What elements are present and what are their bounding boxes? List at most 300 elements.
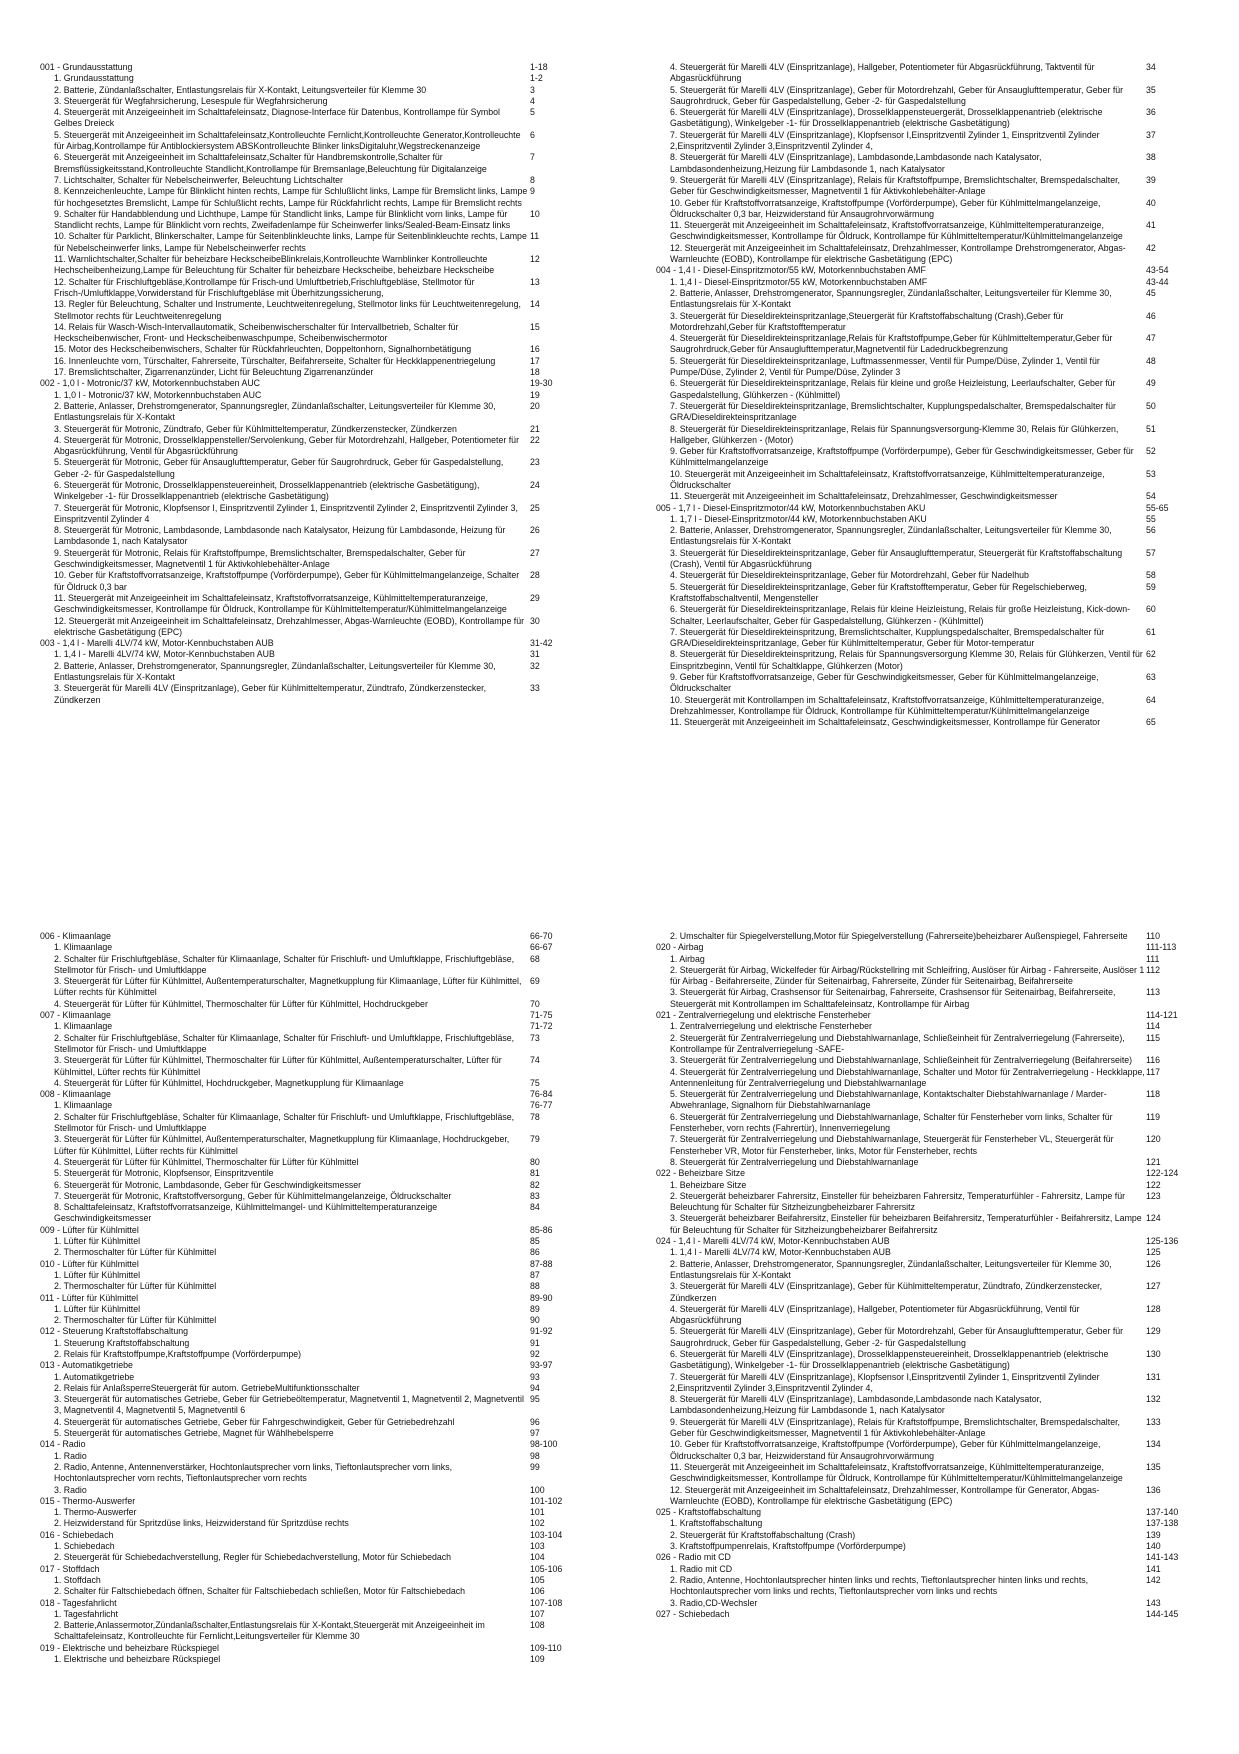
toc-item-title: 11. Steuergerät mit Anzeigeeinheit im Schalttafeleinsatz, Kraftstoffvorratsanzeige, Kühlmitteltemperaturanzeige, Geschwindigkeitsmesser, Kontrollampe für Öldruck, Kontrollampe für Kühlmitteltemperatur/Kühlmittelmangelanzeige: [54, 592, 507, 615]
toc-page-number: 4: [530, 95, 535, 106]
toc-item-title: 7. Steuergerät für Motronic, Klopfsensor I, Einspritzventil Zylinder 1, Einspritzventil Zylinder 2, Einspritzventil Zylinder 3, Einspritzventil Zylinder 4: [54, 502, 518, 524]
toc-item-title: 4. Steuergerät für Motronic, Drosselklappensteller/Servolenkung, Geber für Motordrehzahl, Hallgeber, Potentiometer für Abgasrückführung, Ventil für Abgasrückführung: [54, 434, 520, 457]
toc-item-row: [40, 209, 580, 232]
toc-page-number: 45: [1146, 287, 1156, 298]
toc-section-row: [656, 1236, 1196, 1247]
toc-item-title: 7. Steuergerät für Marelli 4LV (Einspritzanlage), Klopfsensor I,Einspritzventil Zylinder 1, Einspritzventil Zylinder 2,Einspritzventil Zylinder 3,Einspritzventil Zylinder 4,: [670, 1371, 1100, 1393]
toc-item-title: 2. Schalter für Frischluftgebläse, Schalter für Klimaanlage, Schalter für Frischluft- und Umluftklappe, Frischluftgebläse, Stellmotor für Frisch- und Umluftklappe: [54, 1111, 515, 1134]
toc-page-number: 119: [1146, 1111, 1161, 1122]
toc-item-row: [40, 954, 580, 977]
toc-item-title: 1. Schiebedach: [54, 1541, 115, 1552]
toc-item-title: 11. Steuergerät mit Anzeigeeinheit im Schalttafeleinsatz, Drehzahlmesser, Geschwindigkeitsmesser: [670, 491, 1058, 502]
toc-page-number: 30: [530, 615, 540, 626]
toc-item-title: 1. 1,4 l - Diesel-Einspritzmotor/55 kW, Motorkennbuchstaben AMF: [670, 276, 928, 287]
toc-item-row: [40, 96, 580, 107]
toc-column-page2-left: [40, 931, 580, 1731]
toc-item-row: [40, 1078, 580, 1089]
toc-page-number: 117: [1146, 1066, 1161, 1077]
toc-page-number: 128: [1146, 1303, 1161, 1314]
toc-page-number: 106: [530, 1586, 545, 1597]
toc-item-row: [40, 1180, 580, 1191]
toc-item-title: 2. Relais für Kraftstoffpumpe,Kraftstoffpumpe (Vorförderpumpe): [54, 1348, 302, 1359]
toc-section-title: 020 - Airbag: [656, 942, 704, 953]
toc-item-title: 2. Batterie, Anlasser, Drehstromgenerator, Spannungsregler, Zündanlaßschalter, Leitungsverteiler für Klemme 30, Entlastungsrelais für X-Kontakt: [670, 1258, 1112, 1280]
toc-section-row: [656, 1552, 1196, 1563]
toc-item-row: [40, 107, 580, 130]
toc-page-number: 130: [1146, 1348, 1161, 1359]
toc-page-number: 64: [1146, 694, 1156, 705]
toc-page-number: 23: [530, 457, 540, 468]
toc-item-row: [40, 1518, 580, 1529]
toc-item-row: [40, 1033, 580, 1056]
toc-item-title: 3. Steuergerät für Dieseldirekteinspritzanlage,Steuergerät für Kraftstoffabschaltung (Crash),Geber für Motordrehzahl,Geber für Kraftstofftemperatur: [670, 310, 1064, 332]
toc-item-row: [656, 1191, 1196, 1214]
toc-page-number: 55-65: [1146, 502, 1169, 513]
toc-page-number: 85-86: [530, 1224, 553, 1235]
toc-page-number: 76-77: [530, 1100, 553, 1111]
toc-page-number: 1-2: [530, 73, 543, 84]
toc-page-number: 41: [1146, 220, 1156, 231]
toc-page-number: 104: [530, 1552, 545, 1563]
toc-item-row: [40, 1270, 580, 1281]
toc-item-title: 2. Radio, Antenne, Antennenverstärker, Hochtonlautsprecher vorn links, Tieftonlautsprecher vorn links, Hochtonlautsprecher vorn rechts, Tieftonlautsprecher vorn rechts: [54, 1461, 453, 1484]
toc-item-row: [656, 1033, 1196, 1056]
toc-item-row: [40, 649, 580, 660]
toc-item-title: 2. Schalter für Faltschiebedach öffnen, Schalter für Faltschiebedach schließen, Motor für Faltschiebedach: [54, 1586, 466, 1597]
toc-item-row: [656, 333, 1196, 356]
toc-item-title: 11. Steuergerät mit Anzeigeeinheit im Schalttafeleinsatz, Geschwindigkeitsmesser, Kontrollampe für Generator: [670, 717, 1101, 728]
toc-item-row: [656, 582, 1196, 605]
toc-column-page1-right: [656, 62, 1196, 842]
toc-item-title: 2. Relais für AnlaßsperreSteuergerät für autom. GetriebeMultifunktionsschalter: [54, 1382, 360, 1393]
toc-item-title: 9. Geber für Kraftstoffvorratsanzeige, Kraftstoffpumpe (Vorförderpumpe), Geber für Geschwindigkeitsmesser, Geber für Kühlmittelmangelanzeige: [670, 446, 1134, 468]
toc-item-row: [40, 1168, 580, 1179]
toc-section-row: [40, 1439, 580, 1450]
toc-item-title: 1. Lüfter für Kühlmittel: [54, 1236, 141, 1247]
toc-item-row: [40, 570, 580, 593]
toc-item-row: [40, 1394, 580, 1417]
toc-item-row: [40, 1055, 580, 1078]
toc-page-number: 81: [530, 1168, 540, 1179]
toc-page-number: 31: [530, 649, 540, 660]
toc-item-row: [656, 965, 1196, 988]
toc-item-row: [656, 243, 1196, 266]
toc-item-row: [40, 1191, 580, 1202]
toc-item-title: 1. Beheizbare Sitze: [670, 1179, 747, 1190]
toc-item-row: [656, 1462, 1196, 1485]
toc-item-row: [656, 717, 1196, 728]
toc-item-title: 6. Steuergerät für Dieseldirekteinspritzanlage, Relais für kleine Heizleistung, Relais für große Heizleistung, Kick-down-Schalter, Leerlaufschalter, Geber für Gaspedalstellung, Glühkerzen - (Kühlmittel): [670, 604, 1131, 626]
toc-section-row: [656, 1507, 1196, 1518]
toc-item-title: 3. Steuergerät für Dieseldirekteinspritzanlage, Geber für Ansauglufttemperatur, Steuergerät für Kraftstoffabschaltung (Crash), Ventil für Abgasrückführung: [670, 547, 1123, 570]
toc-item-title: 7. Lichtschalter, Schalter für Nebelscheinwerfer, Beleuchtung Lichtschalter: [54, 174, 343, 185]
toc-section-row: [40, 1293, 580, 1304]
toc-page-number: 103-104: [530, 1529, 563, 1540]
toc-page-number: 46: [1146, 310, 1156, 321]
toc-item-row: [40, 152, 580, 175]
toc-item-title: 4. Steuergerät für Marelli 4LV (Einspritzanlage), Hallgeber, Potentiometer für Abgasrückführung, Taktventil für Abgasrückführung: [670, 62, 1095, 84]
toc-item-title: 8. Schalttafeleinsatz, Kraftstoffvorratsanzeige, Kühlmittelmangel- und Kühlmitteltemperaturanzeige Geschwindigkeitsmesser: [54, 1202, 438, 1224]
toc-item-row: [656, 1541, 1196, 1552]
toc-item-row: [656, 1485, 1196, 1508]
toc-item-title: 9. Geber für Kraftstoffvorratsanzeige, Geber für Geschwindigkeitsmesser, Geber für Kühlmittelmangelanzeige, Öldruckschalter: [670, 672, 1099, 694]
toc-item-row: [40, 1620, 580, 1643]
toc-item-title: 1. Elektrische und beheizbare Rückspiegel: [54, 1654, 221, 1664]
toc-item-row: [656, 311, 1196, 334]
toc-page-number: 105-106: [530, 1563, 563, 1574]
toc-item-title: 4. Steuergerät für Lüfter für Kühlmittel, Thermoschalter für Lüfter für Kühlmittel: [54, 1156, 359, 1167]
toc-page-number: 27: [530, 547, 540, 558]
toc-item-row: [656, 548, 1196, 571]
toc-page-number: 84: [530, 1202, 540, 1213]
toc-item-row: [656, 424, 1196, 447]
toc-item-row: [656, 525, 1196, 548]
toc-item-title: 1. Radio: [54, 1450, 87, 1461]
toc-item-row: [656, 152, 1196, 175]
toc-item-row: [40, 401, 580, 424]
toc-page-number: 16: [530, 344, 540, 355]
toc-section-title: 011 - Lüfter für Kühlmittel: [40, 1292, 139, 1303]
toc-item-title: 1. 1,4 l - Marelli 4LV/74 kW, Motor-Kennbuchstaben AUB: [670, 1247, 891, 1258]
toc-page-number: 92: [530, 1348, 540, 1359]
toc-item-row: [40, 435, 580, 458]
toc-item-title: 8. Steuergerät für Marelli 4LV (Einspritzanlage), Lambdasonde,Lambdasonde nach Katalysator, Lambdasondenheizung,Heizung für Lambdasonde 1, nach Katalysator: [670, 1394, 1042, 1416]
toc-item-row: [656, 1067, 1196, 1090]
toc-item-row: [656, 1530, 1196, 1541]
toc-item-title: 2. Thermoschalter für Lüfter für Kühlmittel: [54, 1247, 217, 1258]
toc-item-title: 2. Batterie, Anlasser, Drehstromgenerator, Spannungsregler, Zündanlaßschalter, Leitungsverteiler für Klemme 30, Entlastungsrelais für X-Kontakt: [670, 287, 1112, 310]
toc-page-number: 87-88: [530, 1258, 553, 1269]
toc-page-number: 36: [1146, 107, 1156, 118]
toc-item-title: 3. Steuergerät für Lüfter für Kühlmittel, Außentemperaturschalter, Magnetkupplung für Klimaanlage, Hochdruckgeber, Lüfter für Kühlmittel, Lüfter rechts für Kühlmittel: [54, 1134, 510, 1156]
toc-page-number: 82: [530, 1179, 540, 1190]
toc-item-row: [40, 424, 580, 435]
toc-page-number: 95: [530, 1394, 540, 1405]
toc-page-number: 83: [530, 1190, 540, 1201]
toc-item-row: [40, 942, 580, 953]
toc-item-row: [40, 277, 580, 300]
toc-section-title: 006 - Klimaanlage: [40, 931, 111, 941]
toc-section-title: 015 - Thermo-Auswerfer: [40, 1495, 136, 1506]
toc-item-row: [656, 446, 1196, 469]
toc-page-number: 143: [1146, 1597, 1161, 1608]
toc-item-title: 3. Steuergerät für Zentralverriegelung und Diebstahlwarnanlage, Schließeinheit für Zentralverriegelung (Beifahrerseite): [670, 1055, 1133, 1066]
toc-item-row: [656, 1575, 1196, 1598]
toc-section-row: [40, 1643, 580, 1654]
toc-page-number: 70: [530, 998, 540, 1009]
toc-item-title: 1. Grundausstattung: [54, 73, 134, 84]
toc-item-row: [656, 1394, 1196, 1417]
toc-item-row: [40, 1247, 580, 1258]
toc-item-title: 4. Steuergerät für Zentralverriegelung und Diebstahlwarnanlage, Schalter und Motor für Zentralverriegelung - Heckklappe, Antennenleitung für Zentralverriegelung und Diebstahlwarnanlage: [670, 1066, 1145, 1088]
toc-item-title: 2. Heizwiderstand für Spritzdüse links, Heizwiderstand für Spritzdüse rechts: [54, 1518, 349, 1529]
toc-item-row: [656, 378, 1196, 401]
toc-item-row: [40, 999, 580, 1010]
toc-page-number: 10: [530, 208, 540, 219]
toc-section-title: 014 - Radio: [40, 1439, 86, 1450]
toc-item-title: 1. 1,0 l - Motronic/37 kW, Motorkennbuchstaben AUC: [54, 389, 262, 400]
toc-item-row: [656, 1021, 1196, 1032]
toc-item-title: 3. Steuergerät für Marelli 4LV (Einspritzanlage), Geber für Kühlmitteltemperatur, Zündtrafo, Zündkerzenstecker, Zündkerzen: [670, 1281, 1103, 1303]
toc-page-number: 58: [1146, 570, 1156, 581]
toc-item-title: 12. Schalter für Frischluftgebläse,Kontrollampe für Frisch-und Umluftbetrieb,Frischluftgebläse, Stellmotor für Frisch-/Umluftklappe,Vorwiderstand für Frischluftgebläse mit Überhitzungssicherung,: [54, 276, 475, 298]
toc-section-title: 010 - Lüfter für Kühlmittel: [40, 1258, 139, 1269]
toc-item-title: 3. Radio: [54, 1484, 87, 1495]
toc-item-title: 1. Kraftstoffabschaltung: [670, 1518, 763, 1529]
toc-item-row: [656, 1112, 1196, 1135]
toc-item-title: 5. Steuergerät für Dieseldirekteinspritzanlage, Geber für Kraftstofftemperatur, Geber für Regelschieberweg, Kraftstoffabschaltventil, Mengensteller: [670, 581, 1087, 603]
toc-section-row: [40, 1259, 580, 1270]
toc-section-title: 025 - Kraftstoffabschaltung: [656, 1507, 761, 1518]
toc-page-number: 48: [1146, 355, 1156, 366]
toc-page-number: 35: [1146, 84, 1156, 95]
toc-item-title: 4. Steuergerät für automatisches Getriebe, Geber für Fahrgeschwindigkeit, Geber für Getriebedrehzahl: [54, 1416, 455, 1427]
toc-page-number: 52: [1146, 446, 1156, 457]
toc-item-title: 2. Steuergerät beheizbarer Fahrersitz, Einsteller für beheizbaren Fahrersitz, Temperaturfühler - Fahrersitz, Lampe für Beleuchtung für Schalter für Sitzheizungbeheizbarer Fahrersitz: [670, 1190, 1126, 1213]
toc-item-row: [40, 1654, 580, 1665]
toc-item-row: [656, 469, 1196, 492]
toc-item-title: 1. Automatikgetriebe: [54, 1371, 135, 1382]
toc-page-number: 133: [1146, 1416, 1161, 1427]
toc-item-row: [656, 1055, 1196, 1066]
toc-page-number: 126: [1146, 1258, 1161, 1269]
toc-page-number: 39: [1146, 174, 1156, 185]
toc-section-title: 016 - Schiebedach: [40, 1529, 114, 1540]
toc-item-row: [40, 1349, 580, 1360]
toc-item-title: 8. Steuergerät für Dieseldirekteinspritzung, Relais für Spannungsversorgung Klemme 30, Relais für Glühkerzen, Ventil für Einspritzbeginn, Ventil für Schaltklappe, Glühkerzen (Motor): [670, 649, 1143, 671]
toc-section-row: [656, 1609, 1196, 1620]
toc-item-title: 1. Tagesfahrlicht: [54, 1608, 118, 1619]
toc-page-number: 109-110: [530, 1642, 562, 1653]
toc-page-number: 112: [1146, 964, 1161, 975]
toc-page-number: 17: [530, 355, 540, 366]
toc-section-title: 017 - Stoffdach: [40, 1563, 100, 1574]
toc-section-row: [40, 378, 580, 389]
toc-section-title: 012 - Steuerung Kraftstoffabschaltung: [40, 1326, 189, 1337]
toc-item-row: [40, 503, 580, 526]
toc-item-title: 3. Steuergerät für Wegfahrsicherung, Lesespule für Wegfahrsicherung: [54, 95, 328, 106]
toc-section-row: [40, 1598, 580, 1609]
toc-item-row: [40, 175, 580, 186]
toc-item-title: 9. Steuergerät für Marelli 4LV (Einspritzanlage), Relais für Kraftstoffpumpe, Bremslichtschalter, Bremspedalschalter, Geber für Geschwindigkeitsmesser, Magnetventil 1 für Aktivkohlebehälter-Anlage: [670, 1416, 1120, 1439]
toc-page-number: 47: [1146, 333, 1156, 344]
toc-section-title: 009 - Lüfter für Kühlmittel: [40, 1224, 139, 1235]
toc-item-row: [656, 1349, 1196, 1372]
toc-item-title: 2. Steuergerät für Kraftstoffabschaltung (Crash): [670, 1529, 856, 1540]
toc-column-page1-left: [40, 62, 580, 842]
toc-section-title: 018 - Tagesfahrlicht: [40, 1597, 117, 1608]
toc-page-number: 26: [530, 525, 540, 536]
toc-item-title: 2. Schalter für Frischluftgebläse, Schalter für Klimaanlage, Schalter für Frischluft- und Umluftklappe, Frischluftgebläse, Stellmotor für Frisch- und Umluftklappe: [54, 953, 515, 975]
toc-item-title: 2. Schalter für Frischluftgebläse, Schalter für Klimaanlage, Schalter für Frischluft- und Umluftklappe, Frischluftgebläse, Stellmotor für Frisch- und Umluftklappe: [54, 1032, 515, 1054]
toc-section-title: 008 - Klimaanlage: [40, 1089, 111, 1100]
toc-page-number: 15: [530, 321, 540, 332]
toc-item-row: [40, 367, 580, 378]
toc-item-row: [656, 1134, 1196, 1157]
toc-page-number: 80: [530, 1156, 540, 1167]
toc-page-number: 94: [530, 1382, 540, 1393]
toc-page-number: 114-121: [1146, 1010, 1178, 1021]
toc-item-row: [656, 356, 1196, 379]
toc-page-number: 123: [1146, 1190, 1161, 1201]
toc-item-title: 10. Geber für Kraftstoffvorratsanzeige, Kraftstoffpumpe (Vorförderpumpe), Geber für Kühlmittelmangelanzeige, Schalter für Öldruck 0,3 bar: [54, 570, 520, 592]
toc-page-number: 33: [530, 683, 540, 694]
toc-item-row: [656, 175, 1196, 198]
toc-item-title: 1. 1,4 l - Marelli 4LV/74 kW, Motor-Kennbuchstaben AUB: [54, 649, 275, 660]
toc-section-row: [40, 638, 580, 649]
toc-page-number: 25: [530, 502, 540, 513]
toc-item-row: [40, 1462, 580, 1485]
toc-page-number: 121: [1146, 1156, 1161, 1167]
toc-page-number: 140: [1146, 1541, 1161, 1552]
toc-page-number: 21: [530, 423, 540, 434]
toc-item-title: 2. Batterie, Zündanlaßschalter, Entlastungsrelais für X-Kontakt, Leitungsverteiler für Klemme 30: [54, 84, 427, 95]
toc-page-number: 66-67: [530, 942, 553, 953]
toc-item-row: [40, 1417, 580, 1428]
toc-item-title: 4. Steuergerät für Dieseldirekteinspritzanlage, Geber für Motordrehzahl, Geber für Nadelhub: [670, 570, 1029, 581]
toc-page-number: 49: [1146, 378, 1156, 389]
toc-item-title: 16. Innenleuchte vorn, Türschalter, Fahrerseite, Türschalter, Beifahrerseite, Schalter für Heckklappenentriegelung: [54, 355, 496, 366]
toc-item-row: [40, 1383, 580, 1394]
toc-page-number: 32: [530, 660, 540, 671]
toc-section-row: [40, 1496, 580, 1507]
toc-section-title: 022 - Beheizbare Sitze: [656, 1168, 745, 1179]
toc-page-number: 55: [1146, 513, 1156, 524]
toc-item-title: 11. Steuergerät mit Anzeigeeinheit im Schalttafeleinsatz, Kraftstoffvorratsanzeige, Kühlmitteltemperaturanzeige, Geschwindigkeitsmesser, Kontrollampe für Öldruck, Kontrollampe für Kühlmitteltemperatur/Kühlmittelmangelanzeige: [670, 1461, 1123, 1484]
toc-item-row: [656, 220, 1196, 243]
toc-item-title: 3. Steuergerät für Airbag, Crashsensor für Seitenairbag, Fahrerseite, Crashsensor für Seitenairbag, Beifahrerseite, Steuergerät mit Kontrollampen im Schalttafeleinsatz, Kontrollampe für Airbag: [670, 987, 1116, 1009]
toc-item-row: [40, 525, 580, 548]
toc-page-number: 89-90: [530, 1292, 553, 1303]
toc-page-number: 38: [1146, 152, 1156, 163]
toc-item-row: [656, 62, 1196, 85]
toc-item-title: 6. Steuergerät für Marelli 4LV (Einspritzanlage), Drosselklappensteuergerät, Drosselklappenantrieb (elektrische Gasbetätigung), Winkelgeber -1- für Drosselklappenantrieb (elektrische Gasbetätigung): [670, 107, 1103, 129]
toc-page-number: 124: [1146, 1213, 1161, 1224]
toc-item-row: [40, 299, 580, 322]
toc-page-number: 69: [530, 976, 540, 987]
toc-item-title: 15. Motor des Heckscheibenwischers, Schalter für Rückfahrleuchten, Doppeltonhorn, Signalhornbetätigung: [54, 344, 472, 355]
toc-page-number: 78: [530, 1111, 540, 1122]
toc-page-number: 88: [530, 1281, 540, 1292]
toc-page-number: 111: [1146, 953, 1160, 964]
toc-item-title: 7. Steuergerät für Dieseldirekteinspritzanlage, Bremslichtschalter, Kupplungspedalschalter, Bremspedalschalter für GRA/Dieseldirekteinspritzanlage: [670, 400, 1116, 423]
toc-item-row: [40, 356, 580, 367]
toc-item-title: 10. Geber für Kraftstoffvorratsanzeige, Kraftstoffpumpe (Vorförderpumpe), Geber für Kühlmittelmangelanzeige, Öldruckschalter 0,3 bar, Heizwiderstand für Ansaugrohrvorwärmung: [670, 197, 1101, 219]
toc-item-title: 1. Lüfter für Kühlmittel: [54, 1303, 141, 1314]
toc-section-title: 013 - Automatikgetriebe: [40, 1360, 133, 1371]
toc-page-number: 91: [530, 1337, 540, 1348]
toc-page-number: 116: [1146, 1055, 1161, 1066]
toc-page-number: 14: [530, 299, 540, 310]
toc-item-title: 13. Regler für Beleuchtung, Schalter und Instrumente, Leuchtweitenregelung, Stellmotor links für Leuchtweitenregelung, Stellmotor rechts für Leuchtweitenregelung: [54, 299, 521, 321]
toc-item-row: [656, 672, 1196, 695]
toc-item-title: 5. Steuergerät für Marelli 4LV (Einspritzanlage), Geber für Motordrehzahl, Geber für Ansauglufttemperatur, Geber für Saugrohrdruck, Geber für Gaspedalstellung, Geber -2- für Gaspedalstellung: [670, 84, 1124, 106]
toc-section-title: 002 - 1,0 l - Motronic/37 kW, Motorkennbuchstaben AUC: [40, 378, 261, 389]
toc-item-title: 5. Steuergerät für automatisches Getriebe, Magnet für Wählhebelsperre: [54, 1428, 334, 1439]
toc-item-row: [40, 390, 580, 401]
toc-item-title: 7. Steuergerät für Dieseldirekteinspritzung, Bremslichtschalter, Kupplungspedalschalter, Bremspedalschalter für GRA/Dieseldirekteinspritzanlage, Geber für Kühlmitteltemperatur, Geber für Motor-temperatur: [670, 626, 1105, 649]
toc-page-number: 19: [530, 389, 540, 400]
toc-item-title: 6. Steuergerät für Zentralverriegelung und Diebstahlwarnanlage, Schalter für Fensterheber vorn links, Schalter für Fensterheber, vorn rechts (Fahrertür), Innenverriegelung: [670, 1111, 1113, 1134]
toc-item-row: [40, 1372, 580, 1383]
toc-page-number: 135: [1146, 1461, 1161, 1472]
toc-item-row: [40, 1281, 580, 1292]
toc-section-title: 027 - Schiebedach: [656, 1608, 730, 1619]
toc-item-title: 7. Steuergerät für Zentralverriegelung und Diebstahlwarnanlage, Steuergerät für Fensterheber VL, Steuergerät für Fensterheber VR, Motor für Fensterheber, links, Motor für Fensterheber, rechts: [670, 1134, 1114, 1156]
toc-page-number: 105: [530, 1574, 545, 1585]
toc-page-number: 113: [1146, 987, 1161, 998]
toc-page-number: 34: [1146, 62, 1156, 72]
toc-item-row: [40, 344, 580, 355]
toc-page-number: 54: [1146, 491, 1156, 502]
toc-item-title: 3. Steuergerät für Lüfter für Kühlmittel, Außentemperaturschalter, Magnetkupplung für Klimaanlage, Lüfter für Kühlmittel, Lüfter rechts für Kühlmittel: [54, 976, 522, 998]
toc-page-number: 122: [1146, 1179, 1161, 1190]
toc-item-title: 4. Steuergerät für Dieseldirekteinspritzanlage,Relais für Kraftstoffpumpe,Geber für Kühlmitteltemperatur,Geber für Saugrohrdruck,Geber für Ansauglufttemperatur,Magnetventil für Ladedruckbegrenzung: [670, 333, 1113, 355]
toc-item-row: [656, 514, 1196, 525]
toc-item-title: 6. Steuergerät für Motronic, Lambdasonde, Geber für Geschwindigkeitsmesser: [54, 1179, 362, 1190]
toc-item-row: [40, 130, 580, 153]
toc-page-number: 18: [530, 367, 540, 378]
toc-item-row: [656, 1213, 1196, 1236]
toc-item-row: [656, 401, 1196, 424]
toc-page-number: 13: [530, 276, 540, 287]
toc-item-row: [656, 1247, 1196, 1258]
toc-item-title: 10. Steuergerät mit Anzeigeeinheit im Schalttafeleinsatz, Kraftstoffvorratsanzeige, Kühlmitteltemperaturanzeige, Öldruckschalter: [670, 468, 1105, 490]
toc-item-title: 6. Steuergerät für Motronic, Drosselklappensteuereinheit, Drosselklappenantrieb (elektrische Gasbetätigung), Winkelgeber -1- für Drosselklappenantrieb (elektrische Gasbetätigung): [54, 479, 480, 502]
toc-item-title: 3. Steuergerät für Lüfter für Kühlmittel, Thermoschalter für Lüfter für Kühlmittel, Außentemperaturschalter, Lüfter für Kühlmittel, Lüfter rechts für Kühlmittel: [54, 1055, 502, 1077]
toc-item-title: 1. Lüfter für Kühlmittel: [54, 1269, 141, 1280]
toc-item-row: [656, 570, 1196, 581]
toc-page-number: 74: [530, 1055, 540, 1066]
toc-item-row: [40, 1202, 580, 1225]
toc-page-number: 20: [530, 400, 540, 411]
toc-item-row: [656, 1157, 1196, 1168]
toc-section-row: [40, 1564, 580, 1575]
toc-item-title: 6. Steuergerät für Dieseldirekteinspritzanlage, Relais für kleine und große Heizleistung, Leerlaufschalter, Geber für Gaspedalstellung, Glühkerzen - (Kühlmittel): [670, 378, 1116, 400]
toc-page-number: 139: [1146, 1529, 1161, 1540]
toc-item-title: 10. Schalter für Parklicht, Blinkerschalter, Lampe für Seitenblinkleuchte links, Lampe für Seitenblinkleuchte rechts, Lampe für Nebelscheinwerfer links, Lampe für Nebelscheinwerfer rechts: [54, 231, 527, 253]
toc-item-row: [656, 695, 1196, 718]
toc-section-row: [40, 1530, 580, 1541]
toc-page-number: 61: [1146, 626, 1156, 637]
toc-item-row: [40, 1112, 580, 1135]
toc-page-number: 97: [530, 1428, 540, 1439]
toc-item-title: 1. Klimaanlage: [54, 942, 113, 953]
toc-page-number: 122-124: [1146, 1168, 1179, 1179]
toc-item-row: [656, 931, 1196, 942]
toc-page-number: 100: [530, 1484, 545, 1495]
toc-page-number: 118: [1146, 1089, 1161, 1100]
toc-section-row: [40, 1360, 580, 1371]
toc-section-row: [40, 1089, 580, 1100]
toc-item-title: 2. Umschalter für Spiegelverstellung,Motor für Spiegelverstellung (Fahrerseite)beheizbarer Außenspiegel, Fahrerseite: [670, 931, 1128, 941]
toc-page-number: 51: [1146, 423, 1156, 434]
toc-page-number: 99: [530, 1461, 540, 1472]
toc-item-row: [40, 457, 580, 480]
toc-item-title: 2. Thermoschalter für Lüfter für Kühlmittel: [54, 1315, 217, 1326]
toc-item-row: [656, 1518, 1196, 1529]
toc-item-title: 1. 1,7 l - Diesel-Einspritzmotor/44 kW, Motorkennbuchstaben AKU: [670, 513, 927, 524]
toc-item-title: 2. Batterie,Anlassermotor,Zündanlaßschalter,Entlastungsrelais für X-Kontakt,Steuergerät mit Anzeigeeinheit im Schalttafeleinsatz, Kontrolleuchte für Fernlicht,Leitungsverteiler für Klemme 30: [54, 1620, 485, 1642]
toc-item-row: [40, 1315, 580, 1326]
toc-page-number: 8: [530, 174, 535, 185]
toc-page-number: 59: [1146, 581, 1156, 592]
toc-item-row: [40, 231, 580, 254]
toc-page-number: 137-140: [1146, 1507, 1179, 1518]
toc-section-row: [40, 1225, 580, 1236]
toc-page-number: 96: [530, 1416, 540, 1427]
toc-page-number: 60: [1146, 604, 1156, 615]
